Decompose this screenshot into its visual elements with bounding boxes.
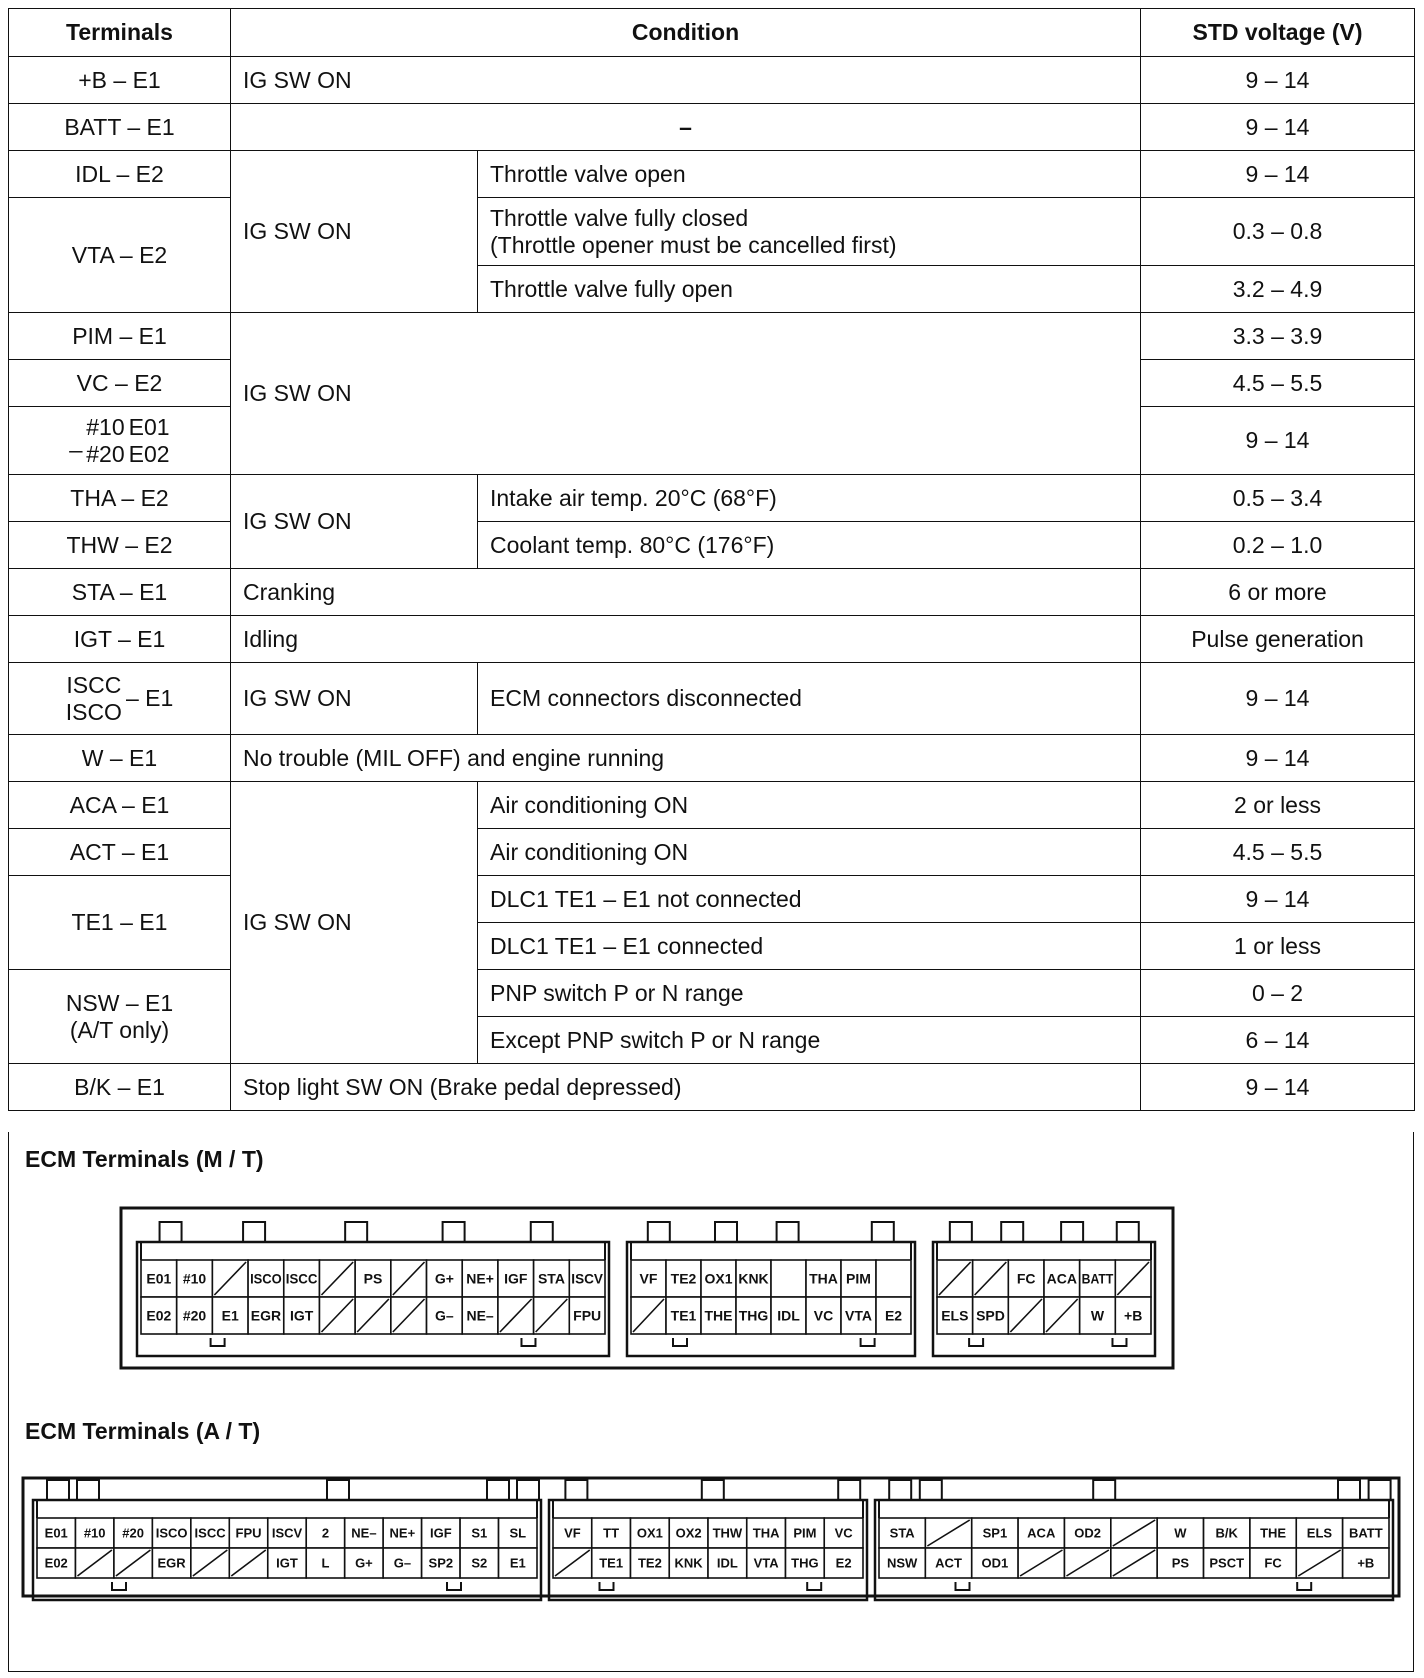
ecm-mt-title: ECM Terminals (M / T) <box>25 1146 264 1172</box>
terminal-pin-label: FC <box>1016 1270 1036 1287</box>
terminal-pin-label: OX2 <box>675 1525 702 1541</box>
connector-latch <box>969 1338 1126 1346</box>
terminal-pin-label: B/K <box>1215 1525 1238 1541</box>
terminal-pin-label: ELS <box>1306 1525 1333 1541</box>
terminal-pin-label: E2 <box>884 1307 903 1324</box>
terminal-cell: +B – E1 <box>9 57 231 104</box>
detail-cell: Except PNP switch P or N range <box>478 1017 1141 1064</box>
terminal-cell: BATT – E1 <box>9 104 231 151</box>
voltage-cell: 9 – 14 <box>1141 57 1415 104</box>
terminal-pin-label: THA <box>809 1270 838 1287</box>
terminal-pin-label: VC <box>834 1525 853 1541</box>
terminal-pin-label: E01 <box>146 1270 172 1287</box>
terminal-pin-label: BATT <box>1348 1525 1383 1541</box>
table-row <box>9 782 1415 829</box>
terminal-separator: _ <box>69 427 83 453</box>
detail-cell: Throttle valve fully open <box>478 266 1141 313</box>
terminal-cell: VTA – E2 <box>9 198 231 313</box>
terminal-pin-label: ISCC <box>285 1270 318 1287</box>
terminal-pin-label: TE1 <box>599 1555 624 1571</box>
voltage-cell: 1 or less <box>1141 923 1415 970</box>
terminal-pin-label: PS <box>1171 1555 1190 1571</box>
ecm-connector-panel <box>8 1132 1414 1672</box>
terminal-pin-label: KNK <box>738 1270 769 1287</box>
terminal-ground: E02 <box>128 440 170 467</box>
terminal-pin-label: STA <box>889 1525 915 1541</box>
terminal-pin-label: FC <box>1264 1555 1282 1571</box>
terminal-pin-label: +B <box>1357 1555 1375 1571</box>
terminal-pin-label: #20 <box>122 1525 145 1541</box>
table-row <box>9 475 1415 522</box>
detail-line: Throttle valve fully closed <box>490 204 749 231</box>
terminal-cell: ACA – E1 <box>9 782 231 829</box>
ecm-at-title: ECM Terminals (A / T) <box>25 1418 261 1444</box>
terminal-pin-label: IDL <box>777 1307 800 1324</box>
terminal-pin-label: KNK <box>674 1555 703 1571</box>
voltage-cell: 0.5 – 3.4 <box>1141 475 1415 522</box>
terminal-pin-label: TE2 <box>670 1270 697 1287</box>
terminal-pin-label: E1 <box>509 1555 526 1571</box>
terminal-cell <box>9 407 231 475</box>
terminal-pin-label: EGR <box>157 1555 186 1571</box>
terminal-pin-cell <box>771 1260 806 1297</box>
terminal-cell: STA – E1 <box>9 569 231 616</box>
condition-cell: IG SW ON <box>231 663 478 735</box>
condition-cell: IG SW ON <box>231 475 478 569</box>
terminal-pin-label: ELS <box>941 1307 969 1324</box>
terminal-pin-label: BATT <box>1081 1270 1114 1287</box>
condition-cell: Cranking <box>231 569 1141 616</box>
terminal-cell: THW – E2 <box>9 522 231 569</box>
terminal-pin-label: THG <box>738 1307 769 1324</box>
terminal-pin-label: THE <box>1260 1525 1287 1541</box>
terminal-pin-label: ACA <box>1027 1525 1056 1541</box>
table-row <box>9 313 1415 360</box>
terminal-pin-label: +B <box>1124 1307 1143 1324</box>
terminal-pin-label: PSCT <box>1209 1555 1245 1571</box>
terminal-pin-label: NSW <box>887 1555 918 1571</box>
terminal-pin-label: L <box>321 1555 330 1571</box>
terminal-pin-label: FPU <box>573 1307 602 1324</box>
terminal-pin-label: IGF <box>430 1525 452 1541</box>
terminal-pin-label: NE– <box>351 1525 377 1541</box>
voltage-cell: 0.2 – 1.0 <box>1141 522 1415 569</box>
terminal-pin-label: THG <box>791 1555 819 1571</box>
voltage-cell: 2 or less <box>1141 782 1415 829</box>
voltage-cell: 9 – 14 <box>1141 1064 1415 1111</box>
voltage-cell: 0 – 2 <box>1141 970 1415 1017</box>
condition-cell: Stop light SW ON (Brake pedal depressed) <box>231 1064 1141 1111</box>
terminal-pin-label: 2 <box>321 1525 330 1541</box>
terminal-pin-label: IGT <box>289 1307 314 1324</box>
voltage-cell: Pulse generation <box>1141 616 1415 663</box>
voltage-cell: 9 – 14 <box>1141 151 1415 198</box>
voltage-cell: 9 – 14 <box>1141 663 1415 735</box>
terminal-pin-label: PS <box>363 1270 383 1287</box>
terminal-pin-label: G– <box>435 1307 454 1324</box>
terminal-cell: W – E1 <box>9 735 231 782</box>
detail-cell: DLC1 TE1 – E1 not connected <box>478 876 1141 923</box>
terminal-pin-label: SL <box>509 1525 527 1541</box>
voltage-cell: 9 – 14 <box>1141 876 1415 923</box>
terminal-pin-cell <box>876 1260 911 1297</box>
terminal-pin-label: NE+ <box>466 1270 494 1287</box>
condition-cell: IG SW ON <box>231 151 478 313</box>
terminal-pin-label: VTA <box>753 1555 779 1571</box>
terminal-pin-label: E2 <box>835 1555 852 1571</box>
terminal-pin-label: FPU <box>235 1525 262 1541</box>
terminal-pin-label: E1 <box>221 1307 239 1324</box>
terminal-pin-label: OD1 <box>981 1555 1009 1571</box>
terminal-ground: E01 <box>128 413 170 440</box>
terminal-cell <box>9 663 231 735</box>
table-row <box>9 876 1415 923</box>
table-row <box>9 522 1415 569</box>
terminal-pin-label: IGT <box>276 1555 298 1571</box>
terminal-pin-label: OX1 <box>636 1525 663 1541</box>
terminal-ground: – E1 <box>125 685 174 711</box>
terminal-pin: #10 <box>86 413 125 440</box>
detail-cell: Coolant temp. 80°C (176°F) <box>478 522 1141 569</box>
terminal-cell: ACT – E1 <box>9 829 231 876</box>
table-row <box>9 735 1415 782</box>
terminal-voltage-sheet <box>8 8 1415 1111</box>
detail-line: (Throttle opener must be cancelled first) <box>490 231 897 258</box>
terminal-pin-label: THW <box>712 1525 743 1541</box>
terminal-pin-label: VF <box>639 1270 658 1287</box>
terminal-pin-label: ISCV <box>271 1525 303 1541</box>
terminal-pin-label: #10 <box>83 1525 106 1541</box>
detail-cell: ECM connectors disconnected <box>478 663 1141 735</box>
terminal-pin-label: TT <box>603 1525 620 1541</box>
terminal-pin-label: OD2 <box>1074 1525 1102 1541</box>
table-row <box>9 829 1415 876</box>
terminal-pin-label: NE– <box>466 1307 494 1324</box>
condition-cell: IG SW ON <box>231 57 1141 104</box>
terminal-pin-label: SP2 <box>428 1555 454 1571</box>
terminal-cell: VC – E2 <box>9 360 231 407</box>
table-row <box>9 663 1415 735</box>
terminal-pin-label: G+ <box>355 1555 373 1571</box>
condition-cell: IG SW ON <box>231 313 1141 475</box>
connector-latch <box>600 1582 822 1590</box>
terminal-pin-label: ISCO <box>155 1525 188 1541</box>
connector-latch <box>211 1338 536 1346</box>
terminal-pin-label: IGF <box>504 1270 528 1287</box>
detail-cell: Intake air temp. 20°C (68°F) <box>478 475 1141 522</box>
connector-latch <box>956 1582 1312 1590</box>
detail-cell: PNP switch P or N range <box>478 970 1141 1017</box>
table-row <box>9 151 1415 198</box>
detail-cell: DLC1 TE1 – E1 connected <box>478 923 1141 970</box>
terminal-pin-label: E02 <box>146 1307 172 1324</box>
detail-cell: Air conditioning ON <box>478 782 1141 829</box>
header-row <box>9 9 1415 57</box>
header-condition: Condition <box>231 9 1141 57</box>
condition-cell: No trouble (MIL OFF) and engine running <box>231 735 1141 782</box>
terminal-pin-label: W <box>1174 1525 1187 1541</box>
terminal-cell: IDL – E2 <box>9 151 231 198</box>
terminal-pin-label: VF <box>564 1525 581 1541</box>
terminal-pin-label: OX1 <box>704 1270 733 1287</box>
table-row <box>9 104 1415 151</box>
voltage-cell: 6 – 14 <box>1141 1017 1415 1064</box>
voltage-cell: 4.5 – 5.5 <box>1141 360 1415 407</box>
connector-latch <box>112 1582 461 1590</box>
terminal-cell: THA – E2 <box>9 475 231 522</box>
terminal-pin-label: SPD <box>976 1307 1005 1324</box>
terminal-pin-label: THE <box>704 1307 733 1324</box>
header-voltage: STD voltage (V) <box>1141 9 1415 57</box>
table-row <box>9 57 1415 104</box>
table-row <box>9 569 1415 616</box>
table-row <box>9 970 1415 1017</box>
terminal-pin-label: G– <box>393 1555 412 1571</box>
terminal-note: (A/T only) <box>69 1016 170 1043</box>
detail-cell: Air conditioning ON <box>478 829 1141 876</box>
terminal-pin-label: ACA <box>1046 1270 1078 1287</box>
terminal-line: NSW – E1 <box>65 989 174 1016</box>
terminal-pin-label: VC <box>813 1307 834 1324</box>
voltage-cell: 3.3 – 3.9 <box>1141 313 1415 360</box>
detail-cell: Throttle valve open <box>478 151 1141 198</box>
condition-cell: Idling <box>231 616 1141 663</box>
ecm-at-connector-diagram <box>21 1474 1411 1624</box>
terminal-pin-label: W <box>1090 1307 1105 1324</box>
connector-latch <box>673 1338 875 1346</box>
terminal-pin-label: EGR <box>250 1307 282 1324</box>
terminal-pin-label: TE1 <box>670 1307 697 1324</box>
condition-cell: – <box>231 104 1141 151</box>
terminal-pin-label: TE2 <box>637 1555 662 1571</box>
voltage-cell: 9 – 14 <box>1141 735 1415 782</box>
terminal-pin-label: SP1 <box>982 1525 1008 1541</box>
voltage-cell: 9 – 14 <box>1141 407 1415 475</box>
terminal-pin-label: ISCV <box>571 1270 604 1287</box>
terminal-pin: ISCC <box>66 671 122 698</box>
terminal-cell: B/K – E1 <box>9 1064 231 1111</box>
terminal-pin-label: ACT <box>935 1555 962 1571</box>
table-row <box>9 616 1415 663</box>
terminal-pin: ISCO <box>65 698 122 725</box>
terminal-pin-label: S1 <box>471 1525 488 1541</box>
voltage-cell: 3.2 – 4.9 <box>1141 266 1415 313</box>
terminal-voltage-table <box>8 8 1415 1111</box>
voltage-cell: 9 – 14 <box>1141 104 1415 151</box>
terminal-pin-label: ISCC <box>194 1525 226 1541</box>
voltage-cell: 0.3 – 0.8 <box>1141 198 1415 266</box>
terminal-pin-label: E02 <box>44 1555 68 1571</box>
terminal-cell: TE1 – E1 <box>9 876 231 970</box>
terminal-pin-label: THA <box>752 1525 780 1541</box>
voltage-cell: 4.5 – 5.5 <box>1141 829 1415 876</box>
terminal-pin-label: NE+ <box>389 1525 416 1541</box>
ecm-mt-connector-diagram <box>119 1204 1319 1434</box>
terminal-pin-label: IDL <box>716 1555 738 1571</box>
terminal-pin-label: PIM <box>846 1270 871 1287</box>
terminal-cell: PIM – E1 <box>9 313 231 360</box>
terminal-pin-label: STA <box>537 1270 565 1287</box>
header-terminals: Terminals <box>9 9 231 57</box>
terminal-pin-label: VTA <box>845 1307 872 1324</box>
terminal-pin-label: S2 <box>471 1555 488 1571</box>
voltage-cell: 6 or more <box>1141 569 1415 616</box>
detail-cell <box>478 198 1141 266</box>
table-row <box>9 198 1415 266</box>
terminal-pin-label: E01 <box>44 1525 68 1541</box>
terminal-pin-label: #10 <box>182 1270 207 1287</box>
terminal-pin-label: G+ <box>434 1270 454 1287</box>
terminal-pin-label: #20 <box>182 1307 207 1324</box>
condition-cell: IG SW ON <box>231 782 478 1064</box>
terminal-cell <box>9 970 231 1064</box>
terminal-pin-label: PIM <box>793 1525 817 1541</box>
table-row <box>9 1064 1415 1111</box>
terminal-pin: #20 <box>86 440 125 467</box>
terminal-cell: IGT – E1 <box>9 616 231 663</box>
terminal-pin-label: ISCO <box>250 1270 282 1287</box>
